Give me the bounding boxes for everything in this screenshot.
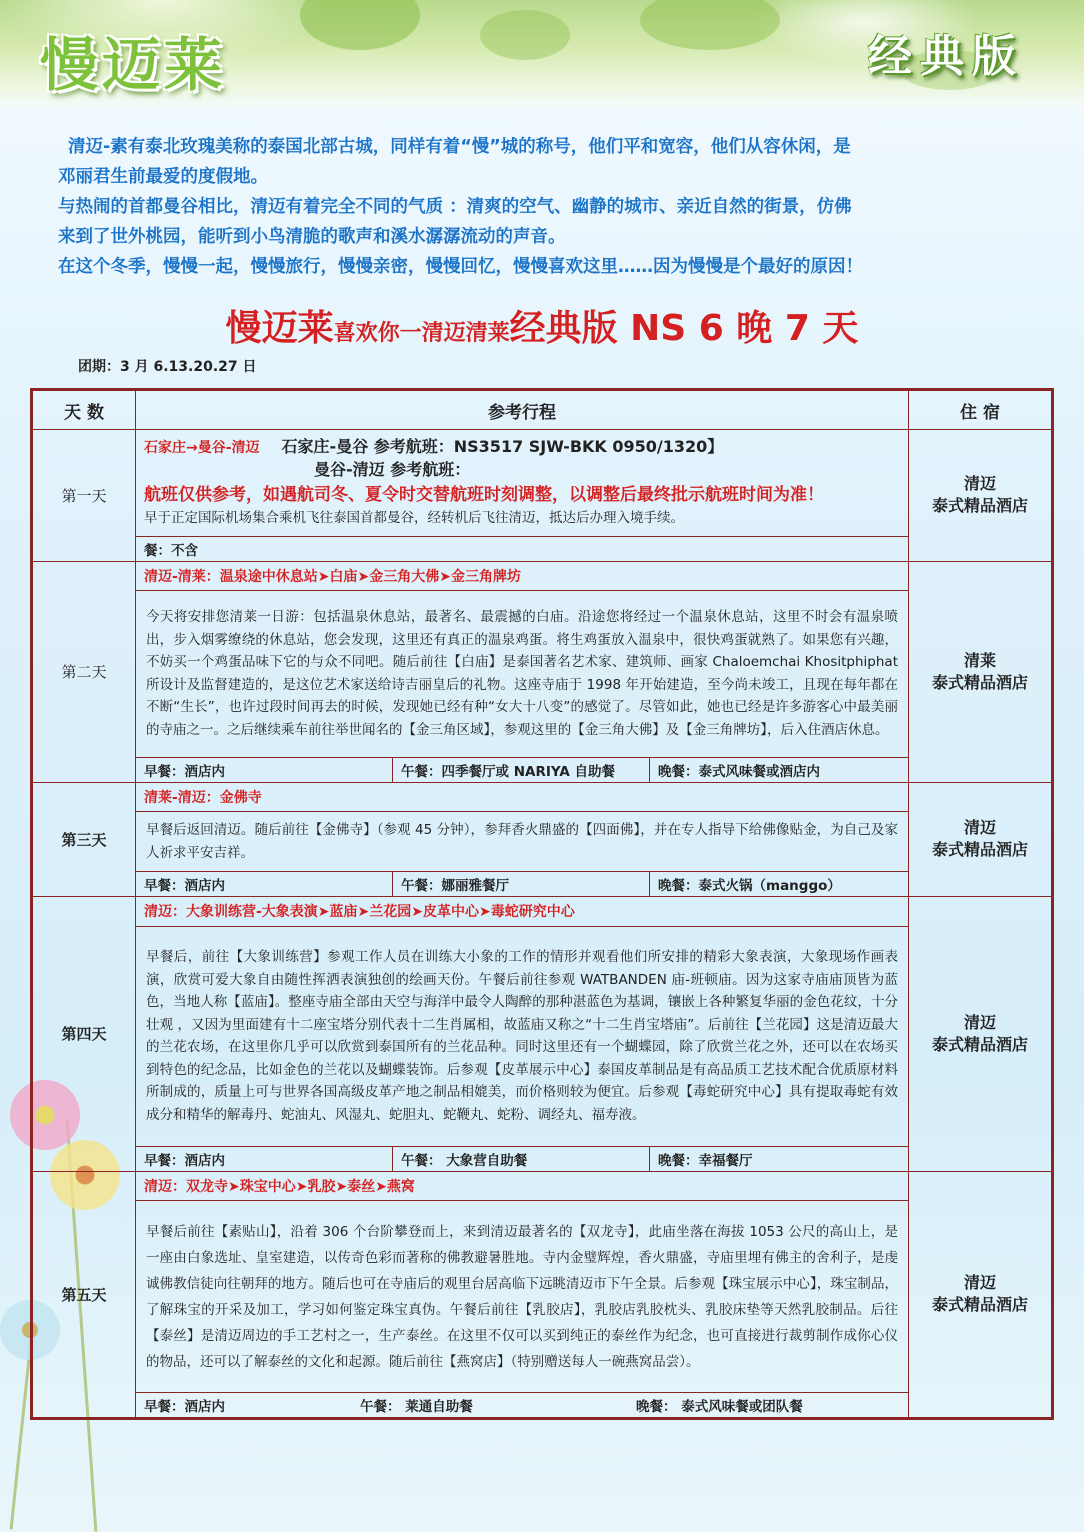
- day-description: 早餐后返回清迈。随后前往【金佛寺】（参观 45 分钟），参拜香火鼎盛的【四面佛】，并在专人指导下给佛像贴金，为自己及家人祈求平安吉祥。: [136, 812, 909, 871]
- lunch: 午餐： 莱通自助餐: [360, 1399, 473, 1415]
- meals-row: [136, 871, 909, 896]
- meals-row: 餐：不含: [136, 536, 909, 561]
- breakfast: 早餐：酒店内: [144, 1152, 225, 1169]
- hotel-cell: [909, 896, 1053, 1171]
- lunch: 午餐：四季餐厅或 NARIYA 自助餐: [393, 758, 650, 782]
- tour-dates: 团期：3 月 6.13.20.27 日: [78, 359, 257, 375]
- day-description: 今天将安排您清莱一日游：包括温泉休息站，最著名、最震撼的白庙。沿途您将经过一个温泉休息站，这里不时会有温泉喷出，步入烟雾缭绕的休息站，您会发现，这里还有真正的温泉鸡蛋。将生鸡蛋放入温泉中，很快鸡蛋就熟了。如果您有兴趣，不妨买一个鸡蛋品味下它的与众不同吧。随后前往【白庙】是泰国著名艺术家、建筑师、画家 Chaloemchai Khositphiphat 所设计及监督建造的，是这位艺术家送给诗吉丽皇后的礼物。这座寺庙于 1998 年开始建造，至今尚未竣工，且现在每年都在不断“生长”，也许过段时间再去的时候，发现她已经有种“女大十八变”的感觉了。尽管如此，她也已经是许多游客心中最美丽的寺庙之一。之后继续乘车前往举世闻名的【金三角区域】，参观这里的【金三角大佛】及【金三角牌坊】，后入住酒店休息。: [136, 591, 909, 758]
- day-description: 早于正定国际机场集合乘机飞往泰国首都曼谷，经转机后飞往清迈，抵达后办理入境手续。: [144, 510, 684, 526]
- route-title: 清迈：双龙寺➤珠宝中心➤乳胶➤泰丝➤燕窝: [136, 1171, 909, 1201]
- hotel-city: 清迈: [963, 1012, 996, 1032]
- lunch: 午餐： 大象营自助餐: [393, 1147, 650, 1171]
- intro-line: 邓丽君生前最爱的度假地。: [58, 167, 268, 187]
- intro-line: 来到了世外桃园，能听到小鸟清脆的歌声和溪水潺潺流动的声音。: [58, 227, 566, 247]
- hotel-cell: [909, 1171, 1053, 1418]
- flight-info: 曼谷-清迈 参考航班：: [314, 460, 471, 479]
- brand-logo: 慢迈莱: [40, 31, 227, 99]
- col-header-itinerary: 参考行程: [136, 390, 909, 430]
- day-label: 第三天: [32, 782, 136, 896]
- hotel-name: 泰式精品酒店: [931, 840, 1028, 860]
- hotel-name: 泰式精品酒店: [931, 672, 1028, 692]
- day-description: 早餐后前往【素贴山】，沿着 306 个台阶攀登而上，来到清迈最著名的【双龙寺】，此庙坐落在海拔 1053 公尺的高山上，是一座由白象选址、皇室建造，以传奇色彩而著称的佛教避暑胜地。寺内金璧辉煌，香火鼎盛，寺庙里埋有佛主的舍利子，是虔诚佛教信徒向往朝拜的地方。随后也可在寺庙后的观里台居高临下远眺清迈市下午全景。后参观【珠宝展示中心】，珠宝制品，了解珠宝的开采及加工，学习如何鉴定珠宝真伪。午餐后前往【乳胶店】，乳胶店乳胶枕头、乳胶床垫等天然乳胶制品。后往【泰丝】是清迈周边的手工艺村之一，生产泰丝。在这里不仅可以买到纯正的泰丝作为纪念，也可直接进行裁剪制作成你心仪的物品，还可以了解泰丝的文化和起源。随后前往【燕窝店】（特别赠送每人一碗燕窝品尝）。: [136, 1201, 909, 1393]
- day-label: 第五天: [32, 1171, 136, 1418]
- day-label: 第一天: [32, 430, 136, 562]
- flight-info: 石家庄-曼谷 参考航班：NS3517 SJW-BKK 0950/1320】: [281, 437, 724, 456]
- leaf-decoration: [480, 10, 570, 60]
- edition-label: 经典版: [868, 31, 1024, 82]
- intro-text: [58, 132, 1058, 282]
- breakfast: 早餐：酒店内: [144, 877, 225, 894]
- route-title: 石家庄→曼谷-清迈: [144, 440, 260, 456]
- dinner: 晚餐： 泰式风味餐或团队餐: [636, 1399, 803, 1415]
- dinner: 晚餐：泰式火锅（manggo）: [650, 872, 909, 896]
- breakfast: 早餐：酒店内: [144, 763, 225, 780]
- hotel-cell: [909, 782, 1053, 896]
- dinner: 晚餐：幸福餐厅: [650, 1147, 909, 1171]
- intro-line: 在这个冬季，慢慢一起，慢慢旅行，慢慢亲密，慢慢回忆，慢慢喜欢这里……因为慢慢是个最好的原因！: [58, 257, 863, 277]
- intro-line: 与热闹的首都曼谷相比，清迈有着完全不同的气质 ：清爽的空气、幽静的城市、亲近自然的街景，仿佛: [58, 197, 852, 217]
- hotel-city: 清迈: [963, 1273, 996, 1293]
- hotel-city: 清莱: [963, 650, 996, 670]
- itinerary-table: [30, 388, 1054, 1420]
- route-title: 清迈：大象训练营-大象表演➤蓝庙➤兰花园➤皮革中心➤毒蛇研究中心: [136, 896, 909, 926]
- title-tail: 经典版 NS 6 晚 7 天: [509, 308, 859, 349]
- col-header-hotel: 住 宿: [909, 390, 1053, 430]
- meals-row: [136, 757, 909, 782]
- col-header-day: 天 数: [32, 390, 136, 430]
- hotel-city: 清迈: [963, 818, 996, 838]
- title-brand: 慢迈莱: [225, 308, 334, 349]
- lunch: 午餐：娜丽雅餐厅: [393, 872, 650, 896]
- dinner: 晚餐：泰式风味餐或酒店内: [650, 758, 909, 782]
- leaf-decoration: [300, 0, 420, 50]
- day-label: 第二天: [32, 561, 136, 782]
- hotel-city: 清迈: [963, 474, 996, 494]
- hotel-name: 泰式精品酒店: [931, 496, 1028, 516]
- meals-row: [136, 1393, 909, 1419]
- breakfast: 早餐：酒店内: [144, 1399, 225, 1415]
- day-details: [136, 430, 909, 537]
- flight-warning: 航班仅供参考，如遇航司冬、夏令时交替航班时刻调整，以调整后最终批示航班时间为准！: [144, 485, 824, 505]
- day-label: 第四天: [32, 896, 136, 1171]
- hotel-name: 泰式精品酒店: [931, 1034, 1028, 1054]
- route-title: 清莱-清迈：金佛寺: [136, 782, 909, 812]
- hotel-cell: [909, 430, 1053, 562]
- header-banner: [0, 0, 1084, 110]
- title-mid: 喜欢你一清迈清莱: [333, 321, 510, 346]
- flight-line: [144, 434, 900, 457]
- page-title: [0, 300, 1084, 351]
- day-description: 早餐后，前往【大象训练营】参观工作人员在训练大小象的工作的情形并观看他们所安排的精彩大象表演，大象现场作画表演，欣赏可爱大象自由随性挥洒表演独创的绘画天份。午餐后前往参观 WATBANDEN 庙-班顿庙。因为这家寺庙庙顶皆为蓝色，当地人称【蓝庙】。整座寺庙全部由天空与海洋中最令人陶醉的那种湛蓝色为基调，镶嵌上各种繁复华丽的金色花纹，十分壮观 ，又因为里面建有十二座宝塔分别代表十二生肖属相，故蓝庙又称之“十二生肖宝塔庙”。后前往【兰花园】这是清迈最大的兰花农场，在这里你几乎可以欣赏到泰国所有的兰花品种。同时这里还有一个蝴蝶园，除了欣赏兰花之外，还可以在农场买到特色的纪念品，比如金色的兰花以及蝴蝶装饰。后参观【皮革展示中心】泰国皮革制品是有高品质工艺技术配合优质原材料所制成的，质量上可与世界各国高级皮革产地之制品相媲美，而价格则较为便宜。后参观【毒蛇研究中心】具有提取毒蛇有效成分和精华的解毒丹、蛇油丸、风湿丸、蛇胆丸、蛇鞭丸、蛇粉、调经丸、福寿液。: [136, 926, 909, 1146]
- hotel-name: 泰式精品酒店: [931, 1295, 1028, 1315]
- hotel-cell: [909, 561, 1053, 782]
- leaf-decoration: [640, 0, 780, 50]
- meals-row: [136, 1146, 909, 1171]
- intro-line: 清迈-素有泰北玫瑰美称的泰国北部古城，同样有着“慢”城的称号，他们平和宽容，他们从容休闲，是: [68, 137, 851, 157]
- route-title: 清迈-清莱：温泉途中休息站➤白庙➤金三角大佛➤金三角牌坊: [136, 561, 909, 591]
